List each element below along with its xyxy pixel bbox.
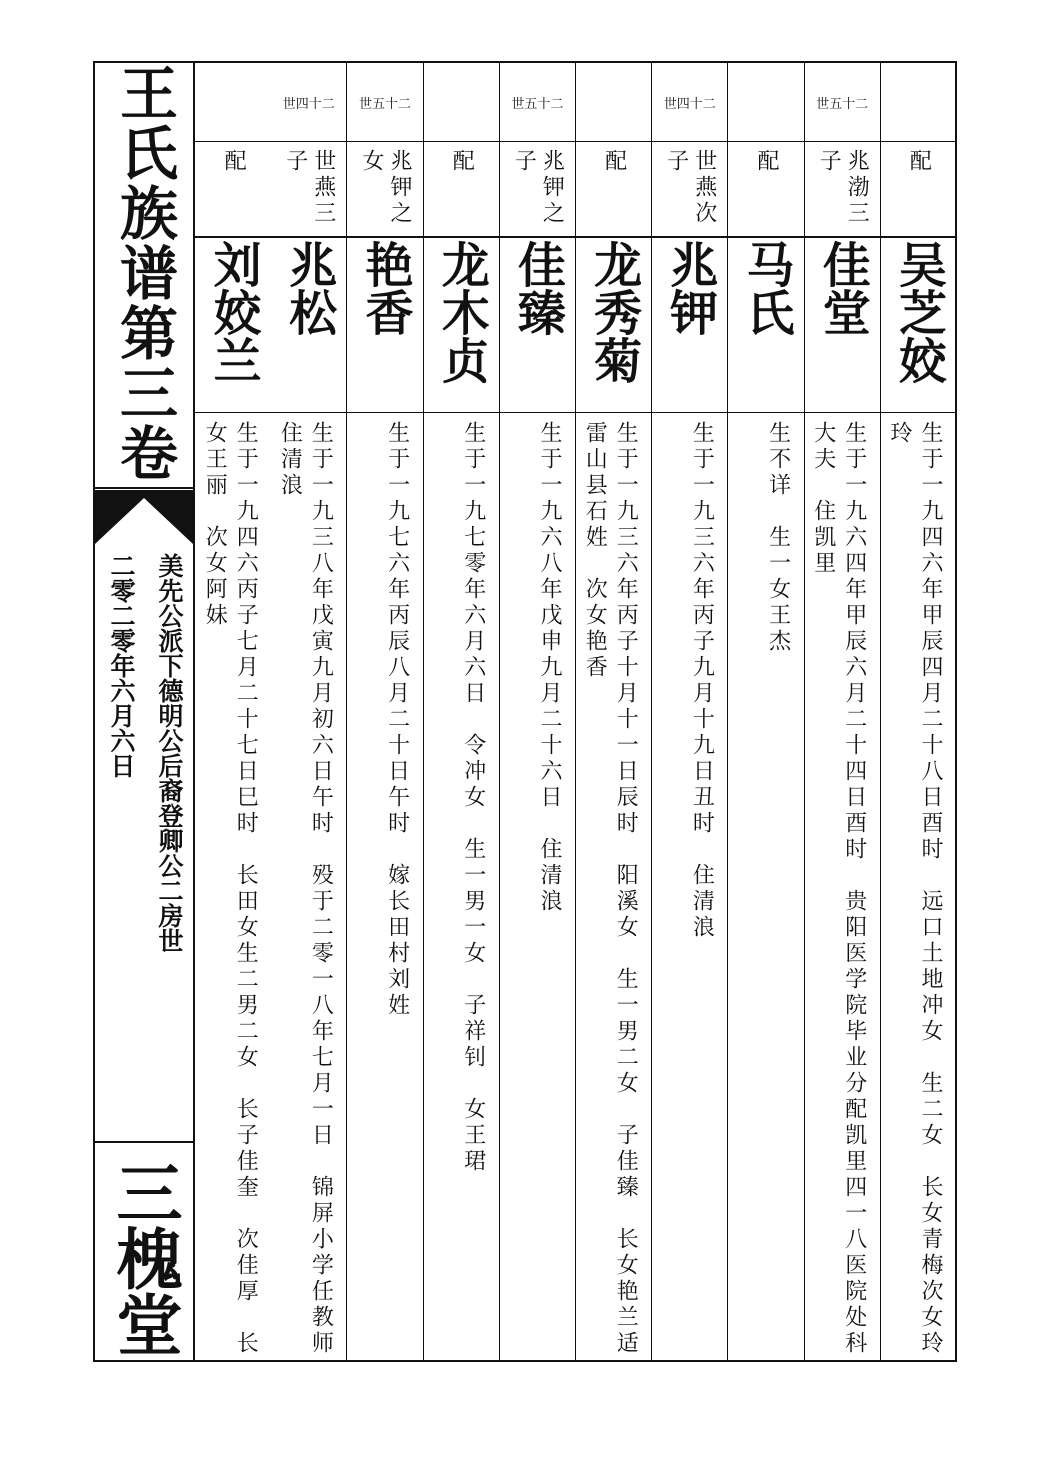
biography-text: 生于一九七六年丙辰八月二十日午时 嫁长田村刘姓 xyxy=(384,421,410,1019)
relation-cell xyxy=(500,142,575,238)
relation-cell xyxy=(195,142,271,238)
relation-cell xyxy=(347,142,422,238)
name-cell xyxy=(271,238,346,413)
relation-label: 世燕次子 xyxy=(663,149,717,227)
person-name: 吴芝姣 xyxy=(890,240,947,384)
entry-column xyxy=(576,63,652,1360)
name-cell xyxy=(424,238,499,413)
generation-label xyxy=(881,63,956,142)
person-name: 刘姣兰 xyxy=(205,240,262,384)
biography-text: 生于一九六八年戊申九月二十六日 住清浪 xyxy=(536,421,562,915)
generation-label: 世五十二 xyxy=(347,63,422,142)
generation-label xyxy=(728,63,803,142)
name-cell xyxy=(881,238,956,413)
fishtail-mark-icon xyxy=(95,490,193,544)
biography-text: 生于一九四六丙子七月二十七日巳时 长田女生二男二女 长子佳奎 次佳厚 长女王丽 次女阿妹 xyxy=(202,421,259,1357)
relation-cell xyxy=(576,142,651,238)
person-name: 兆松 xyxy=(280,240,337,336)
divider xyxy=(95,1141,193,1143)
biography-text: 生于一九六四年甲辰六月二十四日酉时 贵阳医学院毕业分配凯里四一八医院处科大夫 住凯里 xyxy=(810,421,867,1357)
lineage-text: 美先公派下德明公后裔登卿公二房世 xyxy=(155,553,184,953)
generation-label: 世四十二 xyxy=(271,63,346,142)
hall-name: 三槐堂 xyxy=(105,1158,183,1357)
entry-column xyxy=(728,63,804,1360)
generation-label xyxy=(195,63,271,142)
relation-cell xyxy=(881,142,956,238)
relation-label: 配 xyxy=(753,149,779,175)
name-cell xyxy=(652,238,727,413)
relation-label: 兆渤三子 xyxy=(816,149,870,227)
generation-label: 世五十二 xyxy=(805,63,880,142)
entry-column xyxy=(424,63,500,1360)
name-cell xyxy=(195,238,271,413)
relation-label: 世燕三子 xyxy=(282,149,336,227)
relation-label: 兆钾之子 xyxy=(511,149,565,227)
relation-cell xyxy=(805,142,880,238)
biography-text: 生不详 生一女王杰 xyxy=(765,421,791,655)
name-cell xyxy=(805,238,880,413)
relation-cell xyxy=(271,142,346,238)
entry-column xyxy=(500,63,576,1360)
publish-date: 二零二零年六月六日 xyxy=(107,553,136,778)
biography-text: 生于一九七零年六月六日 令冲女 生一男一女 子祥钊 女王珺 xyxy=(460,421,486,1175)
side-panel xyxy=(95,63,195,1360)
entry-column xyxy=(271,63,347,1383)
divider xyxy=(95,487,193,489)
person-name: 龙木贞 xyxy=(433,240,490,384)
generation-label: 世四十二 xyxy=(652,63,727,142)
biography-text: 生于一九三六年丙子九月十九日丑时 住清浪 xyxy=(689,421,715,941)
book-title: 王氏族谱第三卷 xyxy=(110,63,178,483)
person-name: 佳臻 xyxy=(509,240,566,336)
person-name: 龙秀菊 xyxy=(585,240,642,384)
person-name: 艳香 xyxy=(356,240,413,336)
name-cell xyxy=(500,238,575,413)
relation-cell xyxy=(728,142,803,238)
relation-cell xyxy=(424,142,499,238)
generation-label: 世五十二 xyxy=(500,63,575,142)
relation-label: 配 xyxy=(601,149,627,175)
relation-cell xyxy=(652,142,727,238)
genealogy-page-frame xyxy=(93,61,957,1383)
name-cell xyxy=(728,238,803,413)
biography-text: 生于一九三六年丙子十月十一日辰时 阳溪女 生一男二女 子佳臻 长女艳兰适雷山县石姓 次女艳香 xyxy=(582,421,639,1357)
entry-column xyxy=(652,63,728,1360)
relation-label: 配 xyxy=(449,149,475,175)
generation-label xyxy=(424,63,499,142)
relation-label: 兆钾之女 xyxy=(358,149,412,227)
entry-column xyxy=(805,63,881,1360)
entry-column xyxy=(195,63,271,1360)
genealogy-grid xyxy=(195,63,955,1383)
name-cell xyxy=(576,238,651,413)
entry-column xyxy=(881,63,957,1360)
person-name: 兆钾 xyxy=(661,240,718,336)
person-name: 佳堂 xyxy=(814,240,871,336)
relation-label: 配 xyxy=(221,149,247,175)
generation-label xyxy=(576,63,651,142)
entry-column xyxy=(347,63,423,1360)
name-cell xyxy=(347,238,422,413)
person-name: 马氏 xyxy=(737,240,794,336)
biography-text: 生于一九四六年甲辰四月二十八日酉时 远口土地冲女 生二女 长女青梅次女玲玲 xyxy=(886,421,943,1357)
relation-label: 配 xyxy=(906,149,932,175)
biography-text: 生于一九三八年戊寅九月初六日午时 殁于二零一八年七月一日 锦屏小学任教师 住清浪 xyxy=(277,421,334,1383)
